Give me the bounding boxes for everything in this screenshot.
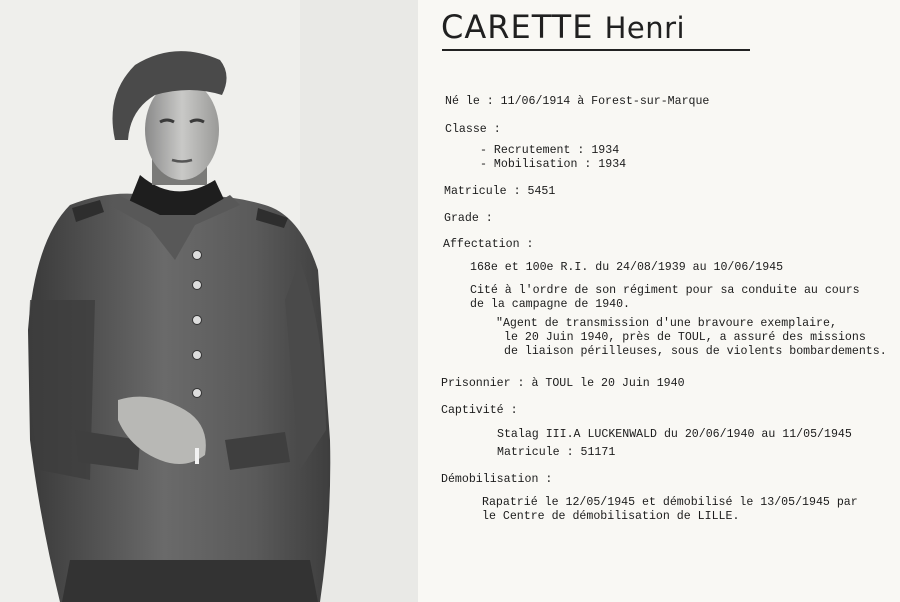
affectation-label: Affectation : bbox=[443, 238, 534, 251]
classe-mobilisation: - Mobilisation : 1934 bbox=[480, 158, 627, 171]
citation-line-1: Cité à l'ordre de son régiment pour sa conduite au cours bbox=[470, 284, 860, 297]
prisonnier-label: Prisonnier : bbox=[441, 377, 525, 390]
captivite-stalag: Stalag III.A LUCKENWALD du 20/06/1940 au 11/05/1945 bbox=[497, 428, 852, 441]
soldier-portrait-drawing bbox=[0, 0, 418, 602]
matricule-value: 5451 bbox=[527, 185, 556, 198]
demobilisation-line-1: Rapatrié le 12/05/1945 et démobilisé le 13/05/1945 par bbox=[482, 496, 858, 509]
title-underline bbox=[442, 49, 750, 51]
classe-recrutement: - Recrutement : 1934 bbox=[480, 144, 620, 157]
grade-label: Grade : bbox=[444, 212, 493, 225]
demobilisation-label: Démobilisation : bbox=[441, 473, 553, 486]
quote-line-2: le 20 Juin 1940, près de TOUL, a assuré des missions bbox=[504, 331, 866, 344]
matricule-line bbox=[444, 185, 555, 199]
quote-line-3: de liaison périlleuses, sous de violents bombardements. bbox=[504, 345, 887, 358]
surname: CARETTE bbox=[441, 8, 594, 46]
captivite-label: Captivité : bbox=[441, 404, 518, 417]
prisonnier-value: à TOUL le 20 Juin 1940 bbox=[531, 377, 685, 390]
quote-line-1: "Agent de transmission d'une bravoure exemplaire, bbox=[496, 317, 837, 330]
given-name: Henri bbox=[604, 11, 686, 45]
captivite-matricule: Matricule : 51171 bbox=[497, 446, 616, 459]
prisonnier-line bbox=[441, 377, 685, 391]
citation-line-2: de la campagne de 1940. bbox=[470, 298, 631, 311]
birth-label: Né le : bbox=[445, 95, 494, 108]
record-title bbox=[441, 8, 685, 46]
soldier-portrait-photo bbox=[0, 0, 418, 602]
birth-line bbox=[445, 95, 709, 109]
classe-label: Classe : bbox=[445, 123, 501, 136]
demobilisation-line-2: le Centre de démobilisation de LILLE. bbox=[482, 510, 740, 523]
birth-value: 11/06/1914 à Forest-sur-Marque bbox=[500, 95, 710, 108]
affectation-regiments: 168e et 100e R.I. du 24/08/1939 au 10/06/1945 bbox=[470, 261, 784, 274]
matricule-label: Matricule : bbox=[444, 185, 521, 198]
